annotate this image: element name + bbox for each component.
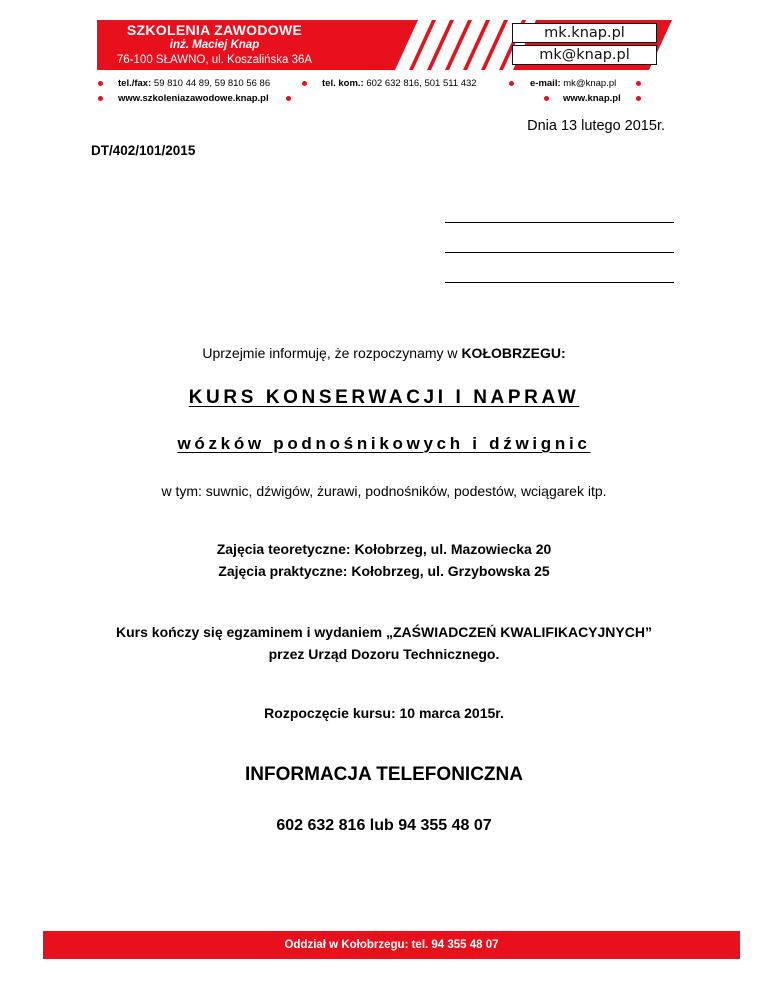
reference-number: DT/402/101/2015 (91, 143, 196, 158)
bullet-icon (509, 81, 514, 86)
address-line (445, 222, 674, 223)
email-badge: mk@knap.pl (512, 45, 657, 65)
course-subtitle-text: wózków podnośnikowych i dźwignic (177, 434, 591, 453)
brand-address: 76-100 SŁAWNO, ul. Koszalińska 36A (116, 54, 313, 66)
course-start: Rozpoczęcie kursu: 10 marca 2015r. (264, 705, 504, 721)
intro-text: Uprzejmie informuję, że rozpoczynamy w (202, 345, 462, 361)
website-alt (563, 93, 621, 104)
telfax-label: tel./fax: (118, 78, 152, 89)
address-line (445, 282, 674, 283)
bullet-icon (636, 81, 641, 86)
email-value: mk@knap.pl (563, 78, 617, 89)
email-label: e-mail: (530, 78, 561, 89)
course-title-text: KURS KONSERWACJI I NAPRAW (188, 387, 580, 408)
intro-paragraph (0, 345, 768, 361)
practice-location: Zajęcia praktyczne: Kołobrzeg, ul. Grzybowska 25 (218, 563, 550, 579)
website-main (118, 93, 269, 104)
footer-bar: Oddział w Kołobrzegu: tel. 94 355 48 07 (43, 931, 740, 959)
bullet-icon (544, 96, 549, 101)
bullet-icon (98, 81, 103, 86)
course-title (0, 387, 768, 409)
course-subtitle (0, 434, 768, 454)
letter-date: Dnia 13 lutego 2015r. (527, 118, 665, 134)
mobile-label: tel. kom.: (322, 78, 364, 89)
website-main-text: www.szkoleniazawodowe.knap.pl (118, 93, 269, 104)
contact-email (530, 78, 616, 89)
bullet-icon (286, 96, 291, 101)
bullet-icon (98, 96, 103, 101)
exam-info-line1: Kurs kończy się egzaminem i wydaniem „ZAŚWIADCZEŃ KWALIFIKACYJNYCH” (116, 624, 652, 640)
contact-mobile (322, 78, 477, 89)
bullet-icon (302, 81, 307, 86)
info-heading: INFORMACJA TELEFONICZNA (245, 764, 523, 785)
phone-numbers: 602 632 816 lub 94 355 48 07 (276, 817, 492, 834)
mobile-value: 602 632 816, 501 511 432 (366, 78, 477, 89)
telfax-value: 59 810 44 89, 59 810 56 86 (153, 78, 271, 89)
brand-title: SZKOLENIA ZAWODOWE (126, 22, 303, 38)
address-line (445, 252, 674, 253)
website-alt-text: www.knap.pl (563, 93, 621, 104)
theory-location: Zajęcia teoretyczne: Kołobrzeg, ul. Mazowiecka 20 (216, 541, 552, 557)
contact-telfax (118, 78, 270, 89)
course-includes: w tym: suwnic, dźwigów, żurawi, podnośników, podestów, wciągarek itp. (161, 483, 607, 499)
intro-city: KOŁOBRZEGU: (461, 345, 566, 361)
brand-owner: inż. Maciej Knap (169, 39, 260, 51)
website-badge: mk.knap.pl (512, 23, 657, 43)
bullet-icon (636, 96, 641, 101)
exam-info-line2: przez Urząd Dozoru Technicznego. (268, 646, 500, 662)
